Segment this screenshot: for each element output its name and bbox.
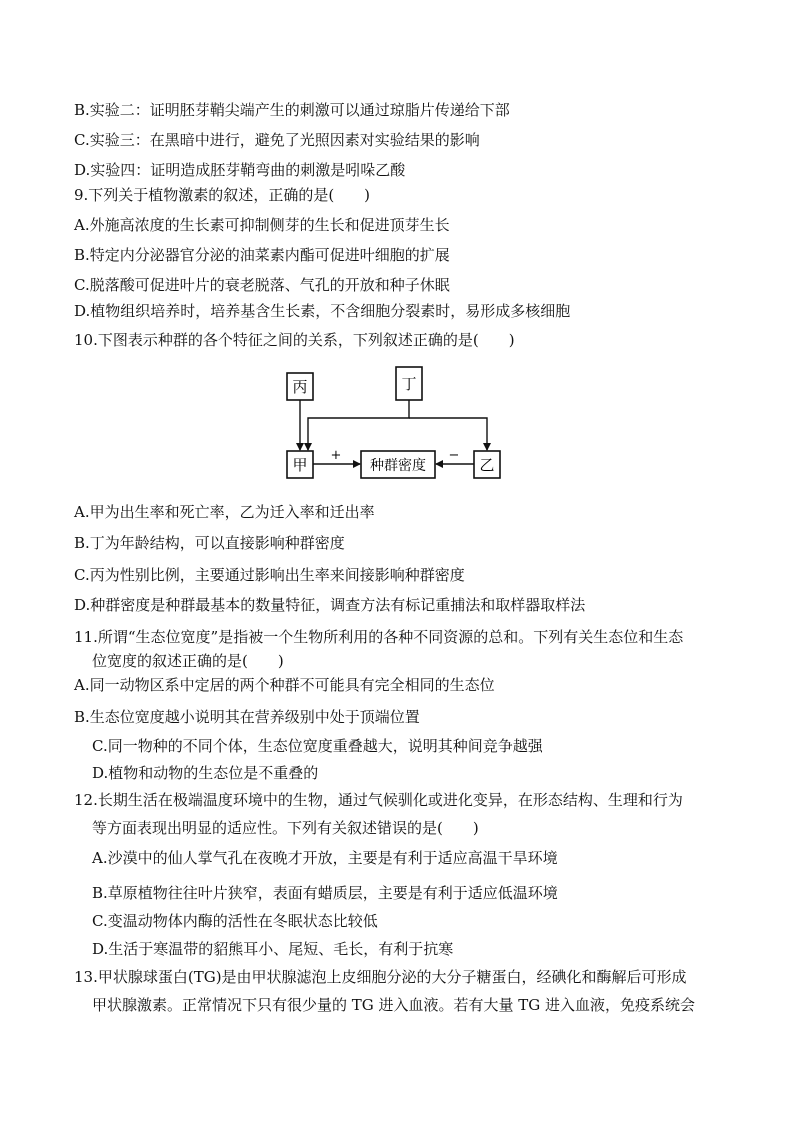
q12-stem-line1: 12.长期生活在极端温度环境中的生物，通过气候驯化或进化变异，在形态结构、生理和行为 bbox=[74, 791, 683, 809]
q10-option-a: A.甲为出生率和死亡率，乙为迁入率和迁出率 bbox=[74, 503, 375, 521]
q11-option-d: D.植物和动物的生态位是不重叠的 bbox=[92, 764, 319, 782]
q8-option-d: D.实验四：证明造成胚芽鞘弯曲的刺激是吲哚乙酸 bbox=[74, 161, 406, 179]
label-ding: 丁 bbox=[401, 375, 417, 393]
q9-option-c: C.脱落酸可促进叶片的衰老脱落、气孔的开放和种子休眠 bbox=[74, 276, 450, 294]
q9-option-b: B.特定内分泌器官分泌的油菜素内酯可促进叶细胞的扩展 bbox=[74, 246, 450, 264]
q12-option-c: C.变温动物体内酶的活性在冬眠状态比较低 bbox=[92, 912, 378, 930]
q11-option-b: B.生态位宽度越小说明其在营养级别中处于顶端位置 bbox=[74, 708, 420, 726]
sign-minus: − bbox=[448, 448, 460, 463]
label-population-density: 种群密度 bbox=[370, 458, 426, 474]
q11-stem-line2: 位宽度的叙述正确的是( ) bbox=[92, 652, 284, 670]
q10-stem: 10.下图表示种群的各个特征之间的关系，下列叙述正确的是( ) bbox=[74, 331, 515, 349]
q13-line2: 甲状腺激素。正常情况下只有很少量的 TG 进入血液。若有大量 TG 进入血液，免疫系统会 bbox=[92, 996, 696, 1014]
q11-option-a: A.同一动物区系中定居的两个种群不可能具有完全相同的生态位 bbox=[74, 676, 495, 694]
population-characteristics-diagram bbox=[284, 364, 502, 490]
q12-option-a: A.沙漠中的仙人掌气孔在夜晚才开放，主要是有利于适应高温干旱环境 bbox=[92, 849, 558, 867]
q12-stem-line2: 等方面表现出明显的适应性。下列有关叙述错误的是( ) bbox=[92, 819, 479, 837]
arrow-ding-to-yi bbox=[409, 418, 487, 450]
label-bing: 丙 bbox=[292, 378, 308, 396]
q13-line1: 13.甲状腺球蛋白(TG)是由甲状腺滤泡上皮细胞分泌的大分子糖蛋白，经碘化和酶解后可形成 bbox=[74, 968, 687, 986]
label-yi: 乙 bbox=[479, 456, 495, 474]
q8-option-c: C.实验三：在黑暗中进行，避免了光照因素对实验结果的影响 bbox=[74, 131, 480, 149]
q9-stem: 9.下列关于植物激素的叙述，正确的是( ) bbox=[74, 186, 371, 204]
q11-option-c: C.同一物种的不同个体，生态位宽度重叠越大，说明其种间竞争越强 bbox=[92, 737, 543, 755]
q10-option-c: C.丙为性别比例，主要通过影响出生率来间接影响种群密度 bbox=[74, 566, 465, 584]
arrow-ding-to-jia bbox=[308, 400, 409, 450]
q12-option-b: B.草原植物往往叶片狭窄，表面有蜡质层，主要是有利于适应低温环境 bbox=[92, 884, 558, 902]
q10-option-d: D.种群密度是种群最基本的数量特征，调查方法有标记重捕法和取样器取样法 bbox=[74, 596, 586, 614]
q10-option-b: B.丁为年龄结构，可以直接影响种群密度 bbox=[74, 534, 345, 552]
q8-option-b: B.实验二：证明胚芽鞘尖端产生的刺激可以通过琼脂片传递给下部 bbox=[74, 101, 510, 119]
q9-option-d: D.植物组织培养时，培养基含生长素，不含细胞分裂素时，易形成多核细胞 bbox=[74, 302, 571, 320]
label-jia: 甲 bbox=[292, 456, 308, 474]
q9-option-a: A.外施高浓度的生长素可抑制侧芽的生长和促进顶芽生长 bbox=[74, 216, 450, 234]
q11-stem-line1: 11.所谓“生态位宽度”是指被一个生物所利用的各种不同资源的总和。下列有关生态位和生态 bbox=[74, 628, 684, 646]
q12-option-d: D.生活于寒温带的貂熊耳小、尾短、毛长，有利于抗寒 bbox=[92, 940, 454, 958]
sign-plus: + bbox=[330, 448, 342, 463]
